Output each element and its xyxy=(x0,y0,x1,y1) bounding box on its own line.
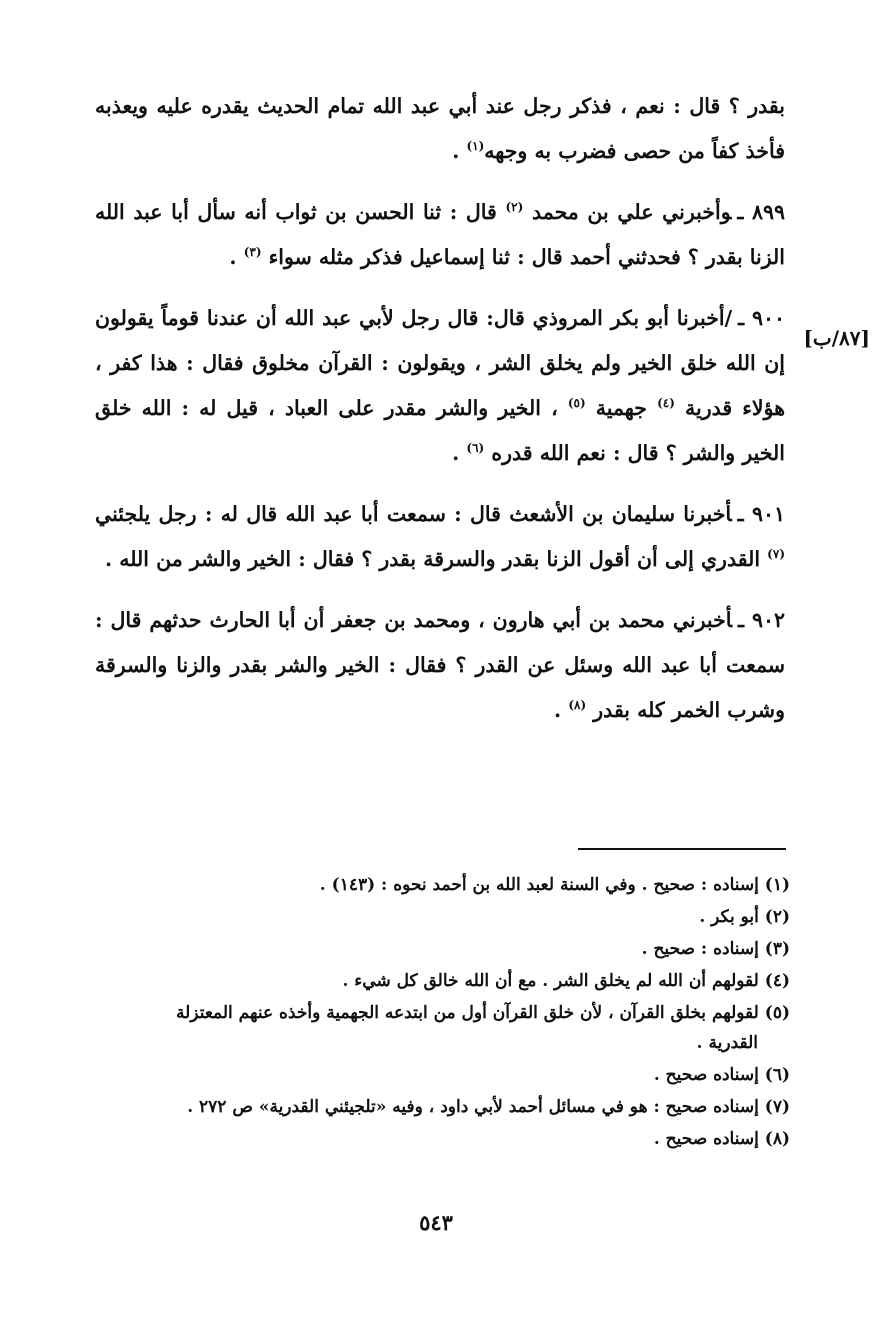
footnote-number: (٨) xyxy=(764,1129,790,1149)
footnote-number: (٦) xyxy=(764,1065,790,1085)
footnote-number: (١) xyxy=(764,875,790,895)
entry-number: ٩٠٠ ـ xyxy=(738,306,785,330)
footnote-ref: (٤) xyxy=(657,396,675,411)
footnote-number: (٥) xyxy=(764,1003,790,1023)
continuation-paragraph xyxy=(95,84,785,174)
footnote-number: (٤) xyxy=(764,971,790,991)
main-text xyxy=(95,84,785,749)
footnote-item xyxy=(95,998,790,1058)
continuation-end: . xyxy=(452,139,460,163)
footnote-ref: (٣) xyxy=(243,245,262,260)
footnote-ref: (٢) xyxy=(505,200,524,215)
footnote-item xyxy=(95,966,790,996)
entry-text: /أخبرنا أبو بكر المروذي قال: قال رجل لأبي عبد الله أن عندنا قوماً يقولون إن الله خلق الخير ولم يخلق الشر ، ويقولون : القرآن مخلوق فقال : هذا كفر ، هؤلاء قدرية xyxy=(95,306,786,420)
entry-text: . xyxy=(452,441,460,465)
entry-text: وأخبرني علي بن محمد xyxy=(531,200,732,224)
footnote-text: إسناده صحيح . xyxy=(653,1129,759,1149)
footnote-text-continued: القدرية . xyxy=(696,1033,758,1053)
footnote-text: لقولهم أن الله لم يخلق الشر . مع أن الله خالق كل شيء . xyxy=(342,971,759,991)
footnote-item xyxy=(95,1092,790,1122)
margin-folio-note: [٨٧/ب] xyxy=(803,326,870,350)
entry-text: . xyxy=(554,698,562,722)
footnote-item xyxy=(95,1060,790,1090)
entry-901 xyxy=(95,492,785,582)
footnote-text: إسناده صحيح . xyxy=(653,1065,759,1085)
footnote-text: إسناده : صحيح . xyxy=(641,939,759,959)
footnote-text: إسناده : صحيح . وفي السنة لعبد الله بن أحمد نحوه : (١٤٣) . xyxy=(319,875,759,895)
footnote-text: إسناده صحيح : هو في مسائل أحمد لأبي داود ، وفيه «تلجيئني القدرية» ص ٢٧٢ . xyxy=(187,1097,759,1117)
entry-900 xyxy=(95,296,785,476)
entry-text: قال : ثنا الحسن بن ثواب أنه سأل أبا عبد الله الزنا بقدر ؟ فحدثني أحمد قال : ثنا إسماعيل فذكر مثله سواء xyxy=(95,200,785,269)
footnote-number: (٧) xyxy=(764,1097,790,1117)
entry-text: أخبرنا سليمان بن الأشعث قال : سمعت أبا عبد الله قال له : رجل يلجئني xyxy=(95,502,732,526)
entry-number: ٨٩٩ ـ xyxy=(737,200,786,224)
entry-text: القدري إلى أن أقول الزنا بقدر والسرقة بقدر ؟ فقال : الخير والشر من الله . xyxy=(104,547,761,571)
footnote-ref: (٦) xyxy=(466,441,485,456)
footnote-number: (٢) xyxy=(764,907,790,927)
footnote-text: أبو بكر . xyxy=(699,907,759,927)
entry-number: ٩٠٢ ـ xyxy=(738,608,785,632)
entry-text: . xyxy=(229,245,237,269)
continuation-text: بقدر ؟ قال : نعم ، فذكر رجل عند أبي عبد الله تمام الحديث يقدره عليه ويعذبه فأخذ كفاً من حصى فضرب به وجهه xyxy=(95,94,785,163)
entry-number: ٩٠١ ـ xyxy=(737,502,785,526)
entry-text: ، الخير والشر مقدر على العباد ، قيل له : الله خلق الخير والشر ؟ قال : نعم الله قدره xyxy=(95,396,785,465)
footnote-item xyxy=(95,1124,790,1154)
entry-text: جهمية xyxy=(595,396,647,420)
footnote-ref: (٨) xyxy=(568,698,587,713)
entry-text: أخبرني محمد بن أبي هارون ، ومحمد بن جعفر أن أبا الحارث حدثهم قال : سمعت أبا عبد الله وسئل عن القدر ؟ فقال : الخير والشر بقدر والزنا والسرقة وشرب الخمر كله بقدر xyxy=(95,608,786,722)
footnote-ref: (٥) xyxy=(567,396,586,411)
entry-902 xyxy=(95,598,785,733)
footnote-divider xyxy=(578,848,786,850)
footnote-item xyxy=(95,870,790,900)
footnote-number: (٣) xyxy=(764,939,790,959)
page-number: ٥٤٣ xyxy=(419,1210,453,1235)
footnote-text: لقولهم بخلق القرآن ، لأن خلق القرآن أول من ابتدعه الجهمية وأخذه عنهم المعتزلة xyxy=(176,1003,759,1023)
footnote-item xyxy=(95,934,790,964)
footnote-item xyxy=(95,902,790,932)
footnote-ref: (١) xyxy=(466,139,485,154)
footnotes xyxy=(95,870,790,1156)
entry-899 xyxy=(95,190,785,280)
footnote-ref: (٧) xyxy=(767,547,785,562)
